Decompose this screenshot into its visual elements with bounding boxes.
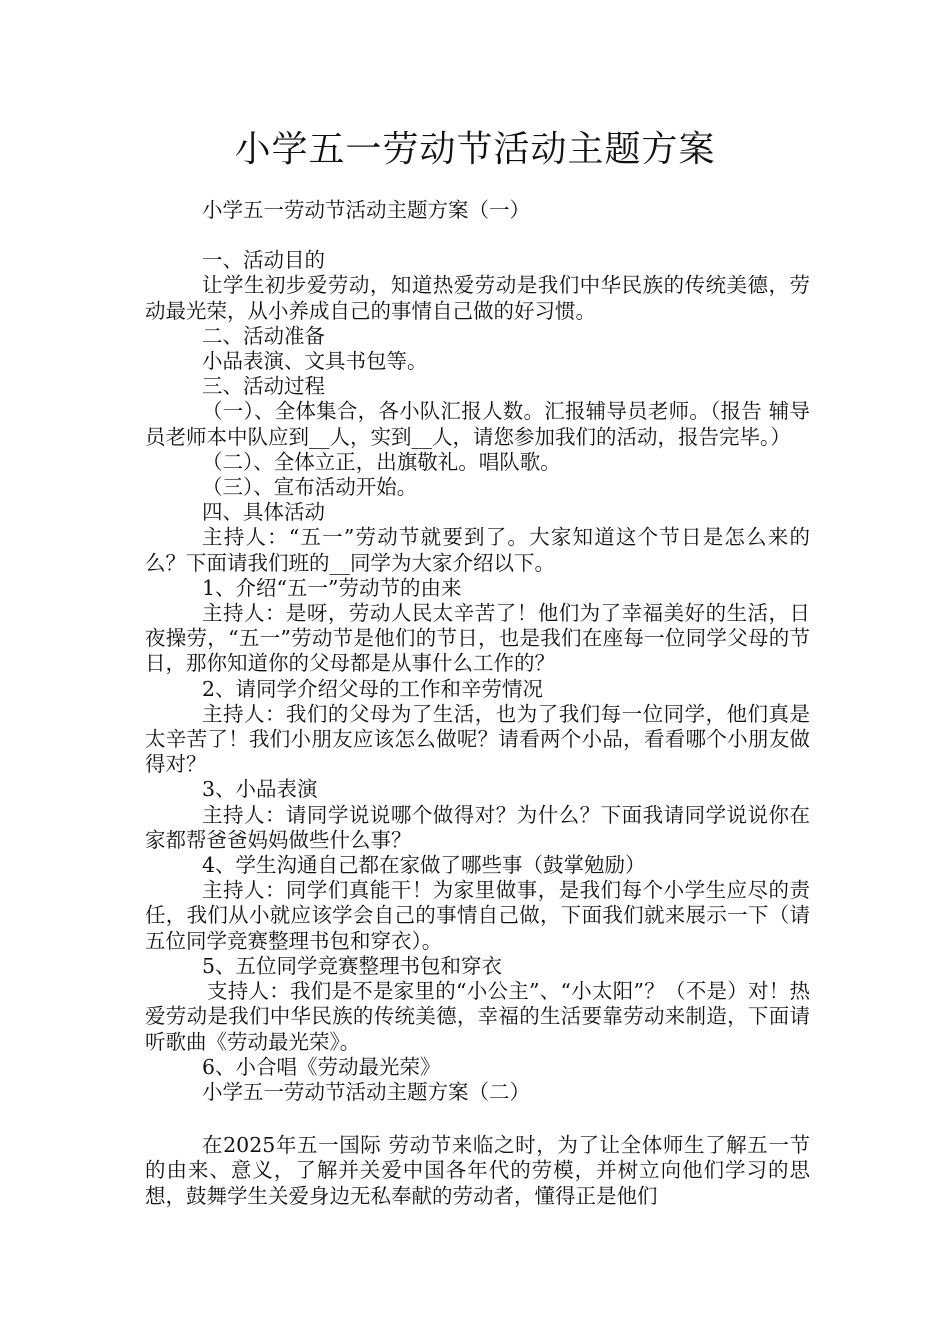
subheading: 2、请同学介绍父母的工作和辛劳情况 bbox=[202, 676, 544, 701]
paragraph: 支持人：我们是不是家里的“小公主”、“小太阳”？（不是）对！热爱劳动是我们中华民族的传统美德，幸福的生活要靠劳动来制造，下面请听歌曲《劳动最光荣》。 bbox=[145, 979, 810, 1054]
subheading: 1、介绍“五一”劳动节的由来 bbox=[202, 575, 462, 600]
section-heading: 小学五一劳动节活动主题方案（二） bbox=[202, 1079, 530, 1104]
subheading: 三、活动过程 bbox=[202, 374, 325, 399]
paragraph: （一）、全体集合，各小队汇报人数。汇报辅导员老师。（报告 辅导员老师本中队应到__人，实到__人，请您参加我们的活动，报告完毕。） bbox=[145, 399, 810, 449]
paragraph: （三）、宣布活动开始。 bbox=[202, 475, 418, 500]
subheading: 5、五位同学竞赛整理书包和穿衣 bbox=[202, 953, 503, 978]
subheading: 一、活动目的 bbox=[202, 248, 325, 273]
paragraph: 小品表演、文具书包等。 bbox=[202, 349, 428, 374]
subheading: 4、学生沟通自己都在家做了哪些事（鼓掌勉励） bbox=[202, 853, 646, 878]
subheading: 四、具体活动 bbox=[202, 500, 325, 525]
paragraph: （二）、全体立正，出旗敬礼。唱队歌。 bbox=[202, 449, 561, 474]
document-body bbox=[145, 198, 810, 1209]
paragraph: 让学生初步爱劳动，知道热爱劳动是我们中华民族的传统美德，劳动最光荣，从小养成自己的事情自己做的好习惯。 bbox=[145, 273, 810, 323]
subheading: 6、小合唱《劳动最光荣》 bbox=[202, 1054, 441, 1079]
paragraph: 主持人：“五一”劳动节就要到了。大家知道这个节日是怎么来的么？下面请我们班的__同学为大家介绍以下。 bbox=[145, 525, 810, 575]
paragraph: 主持人：同学们真能干！为家里做事，是我们每个小学生应尽的责任，我们从小就应该学会自己的事情自己做，下面我们就来展示一下（请五位同学竞赛整理书包和穿衣）。 bbox=[145, 878, 810, 953]
paragraph: 主持人：我们的父母为了生活，也为了我们每一位同学，他们真是太辛苦了！我们小朋友应该怎么做呢？请看两个小品，看看哪个小朋友做得对？ bbox=[145, 701, 810, 777]
subheading: 二、活动准备 bbox=[202, 323, 325, 348]
blank-line bbox=[145, 223, 810, 248]
section-heading: 小学五一劳动节活动主题方案（一） bbox=[202, 198, 530, 222]
page-title: 小学五一劳动节活动主题方案 bbox=[234, 129, 716, 170]
paragraph: 主持人：是呀，劳动人民太辛苦了！他们为了幸福美好的生活，日夜操劳，“五一”劳动节是他们的节日，也是我们在座每一位同学父母的节日，那你知道你的父母都是从事什么工作的？ bbox=[145, 601, 810, 676]
blank-line bbox=[145, 1105, 810, 1133]
subheading: 3、小品表演 bbox=[202, 777, 318, 802]
paragraph: 主持人：请同学说说哪个做得对？为什么？下面我请同学说说你在家都帮爸爸妈妈做些什么事？ bbox=[145, 802, 810, 852]
paragraph: 在2025年五一国际 劳动节来临之时，为了让全体师生了解五一节的由来、意义，了解并关爱中国各年代的劳模，并树立向他们学习的思想，鼓舞学生关爱身边无私奉献的劳动者，懂得正是他们 bbox=[145, 1133, 810, 1208]
